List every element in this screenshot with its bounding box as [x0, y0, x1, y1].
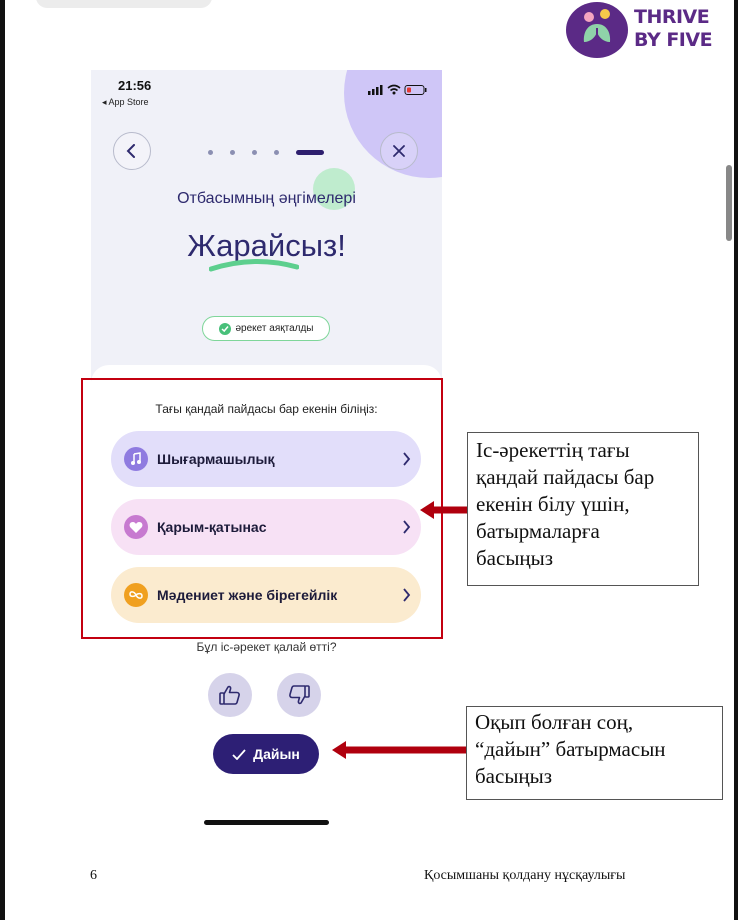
title-underline [209, 258, 299, 272]
thumbs-down-button[interactable] [277, 673, 321, 717]
benefit-label: Шығармашылық [157, 451, 275, 467]
home-indicator [204, 820, 329, 825]
document-scrollbar[interactable] [726, 165, 732, 241]
status-icons [368, 83, 428, 101]
congrats-title: Жарайсыз! [187, 228, 346, 263]
arrow-left-icon [332, 740, 468, 760]
done-label: Дайын [253, 746, 300, 762]
back-button[interactable] [113, 132, 151, 170]
badge-label: әрекет аяқталды [235, 323, 314, 334]
back-to-app-store[interactable]: ◂ App Store [102, 97, 149, 107]
check-circle-icon [219, 323, 231, 335]
activity-subtitle: Отбасымның әңгімелері [177, 190, 356, 207]
page-number: 6 [90, 868, 97, 883]
check-icon [232, 749, 246, 760]
status-time: 21:56 [118, 78, 152, 93]
progress-dot [252, 150, 257, 155]
close-icon [393, 145, 405, 157]
page-edge-right [734, 0, 738, 920]
callout-line: батырмаларға [476, 519, 600, 543]
chevron-left-icon [126, 144, 138, 158]
thrive-by-five-logo [566, 2, 716, 58]
page-edge-left [0, 0, 5, 920]
progress-dot-active [296, 150, 324, 155]
thumbs-up-icon [219, 685, 241, 705]
benefits-prompt: Тағы қандай пайдасы бар екенін біліңіз: [155, 402, 378, 416]
callout-line: басыңыз [475, 764, 553, 788]
callout-line: Іс-әрекеттің тағы [476, 438, 630, 462]
callout-line: қандай пайдасы бар [476, 465, 655, 489]
benefit-label: Қарым-қатынас [157, 519, 267, 535]
progress-dot [208, 150, 213, 155]
logo-line-2: BY FIVE [634, 29, 713, 51]
callout-line: басыңыз [476, 546, 554, 570]
callout-line: “дайын” батырмасын [475, 737, 666, 761]
logo-text [634, 6, 712, 52]
benefit-label: Мәдениет және бірегейлік [157, 587, 338, 603]
callout-line: екенін білу үшін, [476, 492, 630, 516]
callout-done [466, 706, 723, 800]
close-button[interactable] [380, 132, 418, 170]
logo-emblem [566, 2, 628, 58]
callout-line: Оқып болған соң, [475, 710, 634, 734]
progress-dot [274, 150, 279, 155]
top-tab-fragment [36, 0, 212, 8]
completed-badge [202, 316, 330, 341]
thumbs-up-button[interactable] [208, 673, 252, 717]
benefits-highlight-box [81, 378, 443, 639]
arrow-left-icon [420, 500, 470, 520]
callout-benefits [467, 432, 699, 586]
feedback-question: Бұл іс-әрекет қалай өтті? [196, 640, 337, 654]
progress-dot [230, 150, 235, 155]
logo-line-1: THRIVE [634, 6, 710, 28]
progress-indicator [208, 149, 324, 155]
footer-title: Қосымшаны қолдану нұсқаулығы [424, 868, 626, 883]
done-button[interactable] [213, 734, 319, 774]
thumbs-down-icon [288, 685, 310, 705]
